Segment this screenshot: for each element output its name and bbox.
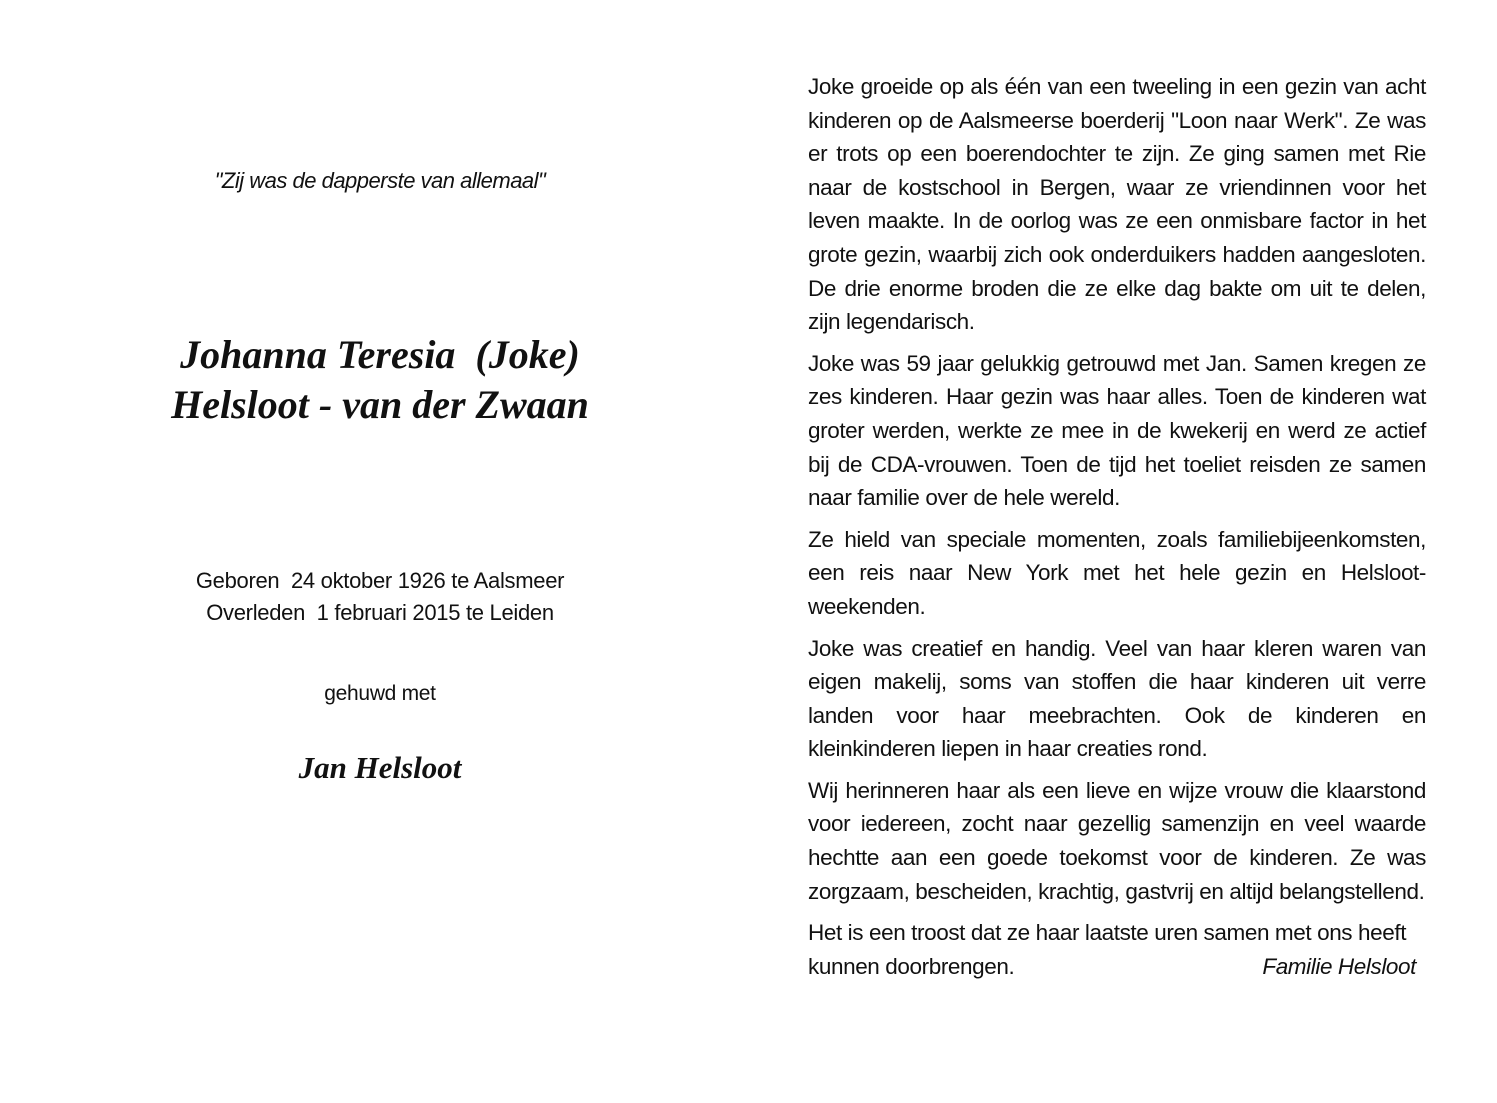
paragraph-moments: Ze hield van speciale momenten, zoals familiebijeenkomsten, een reis naar New York met het hele gezin en Helsloot-weekenden. (808, 526, 1426, 619)
paragraph-marriage: Joke was 59 jaar gelukkig getrouwd met Jan. Samen kregen ze zes kinderen. Haar gezin was haar alles. Toen de kinderen wat groter werden, werkte ze mee in de kwekerij en werd ze actief bij de CDA-vrouwen. Toen de tijd het toeliet reisden ze samen naar familie over de hele wereld. (808, 350, 1426, 511)
spouse-name: Jan Helsloot (298, 750, 462, 785)
deceased-name (0, 330, 760, 430)
card-right-panel (808, 70, 1426, 983)
paragraph-childhood: Joke groeide op als één van een tweeling in een gezin van acht kinderen op de Aalsmeerse boerderij "Loon naar Werk". Ze was er trots op een boerendochter te zijn. Ze ging samen met Rie naar de kostschool in Bergen, waar ze vriendinnen voor het leven maakte. In de oorlog was ze een onmisbare factor in het grote gezin, waarbij zich ook onderduikers hadden aangesloten. De drie enorme broden die ze elke dag bakte om uit te delen, zijn legendarisch. (808, 74, 1426, 335)
married-label: gehuwd met (324, 682, 436, 705)
paragraph-creative: Joke was creatief en handig. Veel van haar kleren waren van eigen makelij, soms van stoffen die haar kinderen uit verre landen voor haar meebrachten. Ook de kinderen en kleinkinderen liepen in haar creaties rond. (808, 635, 1426, 762)
closing-line-2: kunnen doorbrengen. (808, 953, 1015, 979)
paragraph-memories: Wij herinneren haar als een lieve en wijze vrouw die klaarstond voor iedereen, zocht naar gezellig samenzijn en veel waarde hechtte aan een goede toekomst voor de kinderen. Ze was zorgzaam, bescheiden, krachtig, gastvrij en altijd belangstellend. (808, 777, 1426, 904)
motto-quote: "Zij was de dapperste van allemaal" (214, 168, 546, 193)
closing-paragraph (808, 916, 1426, 983)
family-signature: Familie Helsloot (1262, 953, 1416, 979)
birth-date: Geboren 24 oktober 1926 te Aalsmeer (195, 568, 565, 593)
name-line-first: Johanna Teresia (Joke) (180, 332, 580, 377)
closing-line-1: Het is een troost dat ze haar laatste uren samen met ons heeft (808, 920, 1407, 946)
death-date: Overleden 1 februari 2015 te Leiden (206, 600, 554, 625)
name-line-family: Helsloot - van der Zwaan (171, 382, 589, 427)
life-dates (0, 565, 760, 629)
